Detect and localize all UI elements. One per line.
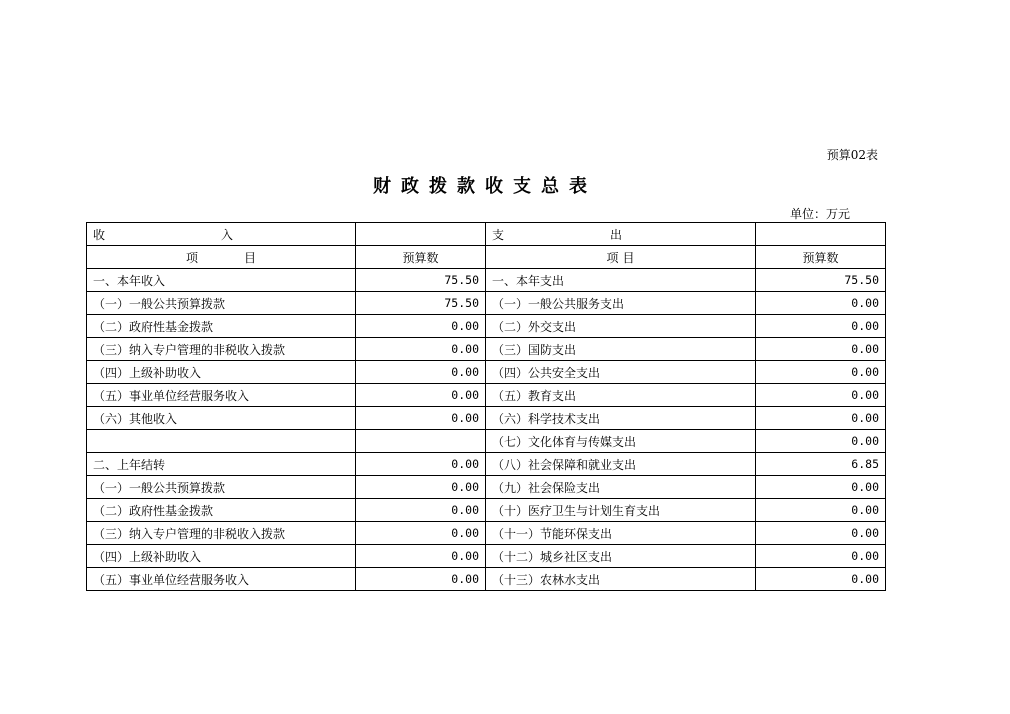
income-amount: 0.00 [356,315,486,338]
income-item: （五）事业单位经营服务收入 [87,568,356,591]
table-row [87,522,886,545]
expense-header: 支 出 [486,223,756,246]
expense-amount: 0.00 [756,522,886,545]
table-row [87,384,886,407]
income-item: （一）一般公共预算拨款 [87,292,356,315]
expense-item: （二）外交支出 [486,315,756,338]
expense-item: （七）文化体育与传媒支出 [486,430,756,453]
income-amount: 0.00 [356,361,486,384]
expense-amount: 6.85 [756,453,886,476]
income-item: （一）一般公共预算拨款 [87,476,356,499]
expense-amount: 0.00 [756,407,886,430]
budget-table [86,222,886,591]
expense-amount: 0.00 [756,315,886,338]
expense-amount: 0.00 [756,384,886,407]
expense-amount: 0.00 [756,476,886,499]
income-item: （二）政府性基金拨款 [87,499,356,522]
page-title: 财政拨款收支总表 [373,176,597,197]
table-header-row-1 [87,223,886,246]
income-header: 收 入 [87,223,356,246]
income-amount: 0.00 [356,338,486,361]
unit-label: 单位：万元 [789,207,850,221]
income-item: 二、上年结转 [87,453,356,476]
expense-amount: 0.00 [756,338,886,361]
table-row [87,338,886,361]
table-header-row-2 [87,246,886,269]
table-row [87,269,886,292]
income-item: （五）事业单位经营服务收入 [87,384,356,407]
income-budget-header: 预算数 [356,246,486,269]
expense-item: （五）教育支出 [486,384,756,407]
form-number: 预算02表 [826,148,878,162]
expense-amount: 0.00 [756,361,886,384]
income-item [87,430,356,453]
income-header-blank [356,223,486,246]
income-amount: 0.00 [356,476,486,499]
income-amount: 0.00 [356,499,486,522]
table-row [87,361,886,384]
income-amount: 0.00 [356,522,486,545]
expense-amount: 0.00 [756,568,886,591]
table-row [87,407,886,430]
expense-item: 一、本年支出 [486,269,756,292]
income-item: （二）政府性基金拨款 [87,315,356,338]
income-amount [356,430,486,453]
income-amount: 0.00 [356,453,486,476]
income-amount: 0.00 [356,568,486,591]
expense-amount: 0.00 [756,292,886,315]
income-item: （六）其他收入 [87,407,356,430]
income-item: （四）上级补助收入 [87,545,356,568]
expense-budget-header: 预算数 [756,246,886,269]
table-row [87,453,886,476]
expense-item: （三）国防支出 [486,338,756,361]
expense-amount: 75.50 [756,269,886,292]
table-row [87,499,886,522]
income-item-header: 项 目 [87,246,356,269]
table-row [87,430,886,453]
expense-item-header: 项 目 [486,246,756,269]
income-item: （三）纳入专户管理的非税收入拨款 [87,338,356,361]
expense-item: （十二）城乡社区支出 [486,545,756,568]
expense-item: （六）科学技术支出 [486,407,756,430]
expense-amount: 0.00 [756,499,886,522]
expense-item: （十三）农林水支出 [486,568,756,591]
expense-header-blank [756,223,886,246]
income-amount: 75.50 [356,292,486,315]
income-amount: 0.00 [356,407,486,430]
expense-amount: 0.00 [756,545,886,568]
expense-item: （十）医疗卫生与计划生育支出 [486,499,756,522]
income-item: （四）上级补助收入 [87,361,356,384]
expense-item: （一）一般公共服务支出 [486,292,756,315]
table-row [87,315,886,338]
expense-item: （四）公共安全支出 [486,361,756,384]
table-row [87,476,886,499]
table-row [87,292,886,315]
income-item: （三）纳入专户管理的非税收入拨款 [87,522,356,545]
expense-item: （九）社会保险支出 [486,476,756,499]
income-item: 一、本年收入 [87,269,356,292]
income-amount: 0.00 [356,384,486,407]
expense-item: （十一）节能环保支出 [486,522,756,545]
table-row [87,568,886,591]
table-row [87,545,886,568]
expense-item: （八）社会保障和就业支出 [486,453,756,476]
expense-amount: 0.00 [756,430,886,453]
income-amount: 75.50 [356,269,486,292]
income-amount: 0.00 [356,545,486,568]
